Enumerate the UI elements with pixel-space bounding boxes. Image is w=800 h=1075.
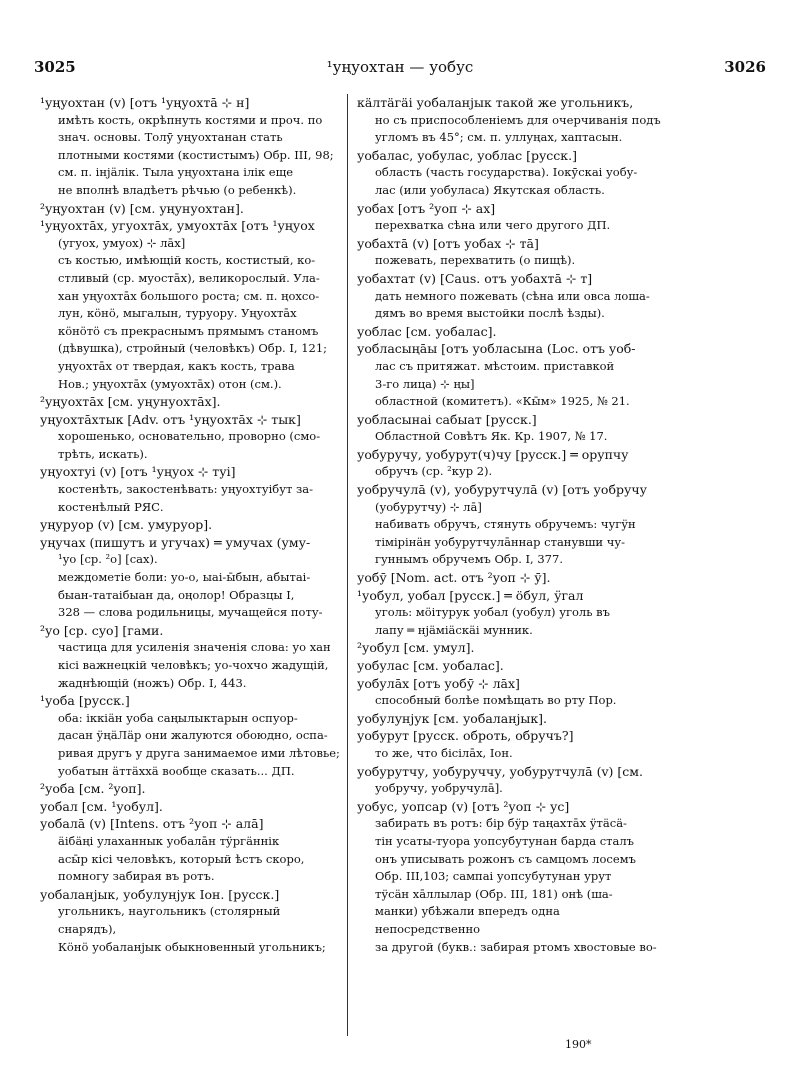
entry-definition-line: уңуохтāх от твердая, какъ кость, трава	[58, 358, 295, 373]
entry-headword-line: ¹уңуохтан (v) [отъ ¹уңуохтā ⊹ н]	[40, 95, 250, 110]
entry-headword-line: ²уобул [см. умул].	[357, 640, 475, 656]
entry-definition-line: область (часть государства). Іокӯскаі уобу-	[375, 165, 638, 180]
entry-headword-line: уңуохтуі (v) [отъ ¹уңуох ⊹ туі]	[40, 464, 236, 480]
entry-definition-line: то же, что бісілāх, Іон.	[375, 745, 513, 760]
entry-definition-line: (угуох, умуох) ⊹ лāх]	[58, 235, 186, 250]
entry-headword-line: уобурут [русск. оброть, обручъ?]	[357, 728, 574, 744]
entry-definition-line: уобручу, уобручулā].	[375, 781, 503, 796]
entry-headword-line: уобуручу, уобурут(ч)чу [русск.] ═ орупчу	[357, 446, 629, 462]
entry-headword-line: ¹уобул, уобал [русск.] ═ öбул, ӱгал	[357, 587, 584, 603]
entry-definition-line: не вполнѣ владѣетъ рѣчью (о ребенкѣ).	[58, 182, 297, 197]
entry-headword-line: уобласынаі сабыат [русск.]	[357, 411, 537, 427]
dictionary-entry	[357, 270, 663, 323]
entry-definition-line: ривая другъ у друга занимаемое ими лѣтовье;	[58, 745, 340, 760]
dictionary-entry	[357, 657, 663, 675]
entry-definition-line: тімірінäн уобурутчулāннар станувши чу-	[375, 534, 625, 549]
dictionary-entry	[40, 393, 340, 411]
entry-definition-line: быан-татаібыан да, оңолор! Образцы I,	[58, 587, 295, 602]
dictionary-entry	[40, 622, 340, 692]
column-divider	[347, 94, 348, 1036]
dictionary-entry	[40, 780, 340, 798]
entry-definition-line: 328 — слова родильницы, мучащейся поту-	[58, 605, 323, 620]
entry-definition-line: обручъ (ср. ²кур 2).	[375, 464, 493, 479]
dictionary-entry	[40, 798, 340, 816]
entry-definition-line: пожевать, перехватить (о пищѣ).	[375, 253, 576, 268]
entry-headword-line: кäлтäгäі уобаланјык такой же угольникъ,	[357, 95, 634, 110]
entry-headword-line: уобулас [см. уобалас].	[357, 658, 504, 673]
entry-definition-line: жаднѣющій (ножъ) Обр. I, 443.	[58, 675, 247, 690]
entry-definition-line: но съ приспособленіемъ для очерчиванія подъ	[375, 112, 661, 127]
entry-definition-line: (уобурутчу) ⊹ лā]	[375, 499, 482, 514]
entry-definition-line: перехватка сѣна или чего другого ДП.	[375, 218, 611, 233]
entry-definition-line: дать немного пожевать (сѣна или овса лоша-	[375, 288, 650, 303]
entry-definition-line: имѣть кость, окрѣпнуть костями и проч. по	[58, 112, 323, 127]
entry-definition-line: лас съ притяжат. мѣстоим. приставкой	[375, 358, 615, 373]
dictionary-entry	[40, 411, 340, 464]
entry-headword-line: ¹уоба [русск.]	[40, 693, 130, 709]
entry-headword-line: уобалас, уобулас, уоблас [русск.]	[357, 147, 577, 163]
entry-definition-line: гуннымъ обручемъ Обр. I, 377.	[375, 552, 563, 567]
entry-definition-line: манки) убѣжали впередъ одна непосредственно	[375, 904, 560, 936]
dictionary-entry	[357, 481, 663, 569]
page-number-right: 3026	[724, 58, 766, 76]
entry-definition-line: кöнöтö съ прекраснымъ прямымъ станомъ	[58, 323, 319, 338]
entry-headword-line: ¹уңуохтāх, угуохтāх, умуохтāх [отъ ¹уңуох	[40, 218, 315, 234]
entry-definition-line: лас (или уобуласа) Якутская область.	[375, 182, 605, 197]
entry-headword-line: уобласыңāы [отъ уобласына (Loc. отъ уоб-	[357, 341, 636, 357]
entry-definition-line: Кöнö уобаланјык обыкновенный угольникъ;	[58, 939, 326, 954]
entry-headword-line: ²уо [ср. суо] [гами.	[40, 622, 164, 638]
entry-definition-line: угломъ въ 45°; см. п. уллуңах, хаптасын.	[375, 130, 623, 145]
dictionary-entry	[357, 94, 663, 147]
entry-definition-line: междометіе боли: уо-о, ыаі-ы̄бын, абытаі-	[58, 570, 311, 585]
entry-definition-line: частица для усиленія значенія слова: уо хан	[58, 640, 331, 655]
entry-definition-line: угольникъ, наугольникъ (столярный снарядъ),	[58, 904, 281, 936]
entry-headword-line: ²уңуохтан (v) [см. уңунуохтан].	[40, 200, 244, 216]
entry-headword-line: ²уоба [см. ²уоп].	[40, 781, 146, 797]
dictionary-entry	[357, 340, 663, 410]
entry-definition-line: областной (комитетъ). «Кы̄м» 1925, № 21.	[375, 394, 630, 409]
entry-definition-line: тӱсäн хāллылар (Обр. III, 181) онѣ (ша-	[375, 886, 613, 901]
dictionary-entry	[40, 94, 340, 200]
entry-definition-line: Областной Совѣтъ Як. Кр. 1907, № 17.	[375, 429, 608, 444]
entry-definition-line: асы̄р кісі человѣкъ, который ѣстъ скоро,	[58, 851, 305, 866]
dictionary-entry	[357, 587, 663, 640]
entry-definition-line: лапу ═ нјäміäскäі мунник.	[375, 622, 533, 637]
dictionary-entry	[357, 727, 663, 762]
entry-definition-line: стливый (ср. муостāх), великорослый. Ула-	[58, 270, 320, 285]
entry-definition-line: дасан ӱңäЛäр они жалуются обоюдно, оспа-	[58, 728, 328, 743]
dictionary-entry	[40, 217, 340, 393]
entry-headword-line: уңуруор (v) [см. умуруор].	[40, 517, 213, 533]
entry-headword-line: уобулāх [отъ уобӯ ⊹ лāх]	[357, 675, 520, 691]
dictionary-entry	[40, 815, 340, 885]
running-title: ¹уңуохтан — уобус	[326, 58, 474, 76]
dictionary-entry	[357, 675, 663, 710]
dictionary-entry	[357, 147, 663, 200]
dictionary-entry	[40, 692, 340, 780]
entry-definition-line: костенѣлый РЯС.	[58, 499, 164, 514]
entry-definition-line: 3-го лица) ⊹ ңы]	[375, 376, 475, 391]
entry-definition-line: Нов.; уңуохтāх (умуохтāх) отон (см.).	[58, 376, 282, 391]
entry-headword-line: уобаланјык, уобулунјук Іон. [русск.]	[40, 886, 280, 902]
entry-headword-line: уобулунјук [см. уобаланјык].	[357, 710, 548, 726]
entry-headword-line: уобус, уопсар (v) [отъ ²уоп ⊹ ус]	[357, 798, 570, 814]
entry-definition-line: лун, кöнö, мыгалын, туруору. Уңуохтāх	[58, 306, 297, 321]
entry-definition-line: забирать въ ротъ: бір бӱр таңахтāх ӱтäсä-	[375, 816, 627, 831]
dictionary-entry	[357, 763, 663, 798]
dictionary-entry	[40, 886, 340, 956]
dictionary-entry	[357, 446, 663, 481]
entry-definition-line: ¹уо [ср. ²о] [сах).	[58, 552, 158, 567]
entry-headword-line: уобалā (v) [Intens. отъ ²уоп ⊹ алā]	[40, 816, 264, 832]
dictionary-entry	[357, 235, 663, 270]
entry-definition-line: Обр. III,103; сампаі уопсубутунан урут	[375, 869, 612, 884]
entry-definition-line: онъ уписывать рожонъ съ самцомъ лосемъ	[375, 851, 636, 866]
entry-definition-line: кісі важнецкій человѣкъ; уо-чохчо жадущій,	[58, 658, 329, 672]
entry-headword-line: уобал [см. ¹уобул].	[40, 798, 163, 814]
signature-mark: 190*	[565, 1038, 592, 1051]
dictionary-entry	[357, 411, 663, 446]
page-header	[34, 58, 766, 84]
dictionary-entry	[40, 200, 340, 218]
entry-headword-line: уобахтā (v) [отъ уобах ⊹ тā]	[357, 235, 539, 251]
entry-definition-line: костенѣть, закостенѣвать: уңуохтуібут за-	[58, 482, 314, 497]
entry-definition-line: уобатын äттäххä вообще сказать... ДП.	[58, 763, 295, 778]
entry-headword-line: уңучах (пишутъ и угучах) ═ умучах (уму-	[40, 534, 311, 550]
dictionary-entry	[357, 710, 663, 728]
dictionary-entry	[357, 200, 663, 235]
entry-headword-line: уобурутчу, уобуруччу, уобурутчулā (v) [см.	[357, 763, 643, 779]
entry-definition-line: дямъ во время выстойки послѣ ѣзды).	[375, 306, 605, 321]
entry-definition-line: трѣть, искать).	[58, 446, 148, 461]
entry-definition-line: äібäңі улаханнык уобалāн тӱргäннік	[58, 833, 280, 848]
entry-definition-line: помногу забирая въ ротъ.	[58, 869, 215, 884]
dictionary-entry	[40, 463, 340, 516]
entry-headword-line: уоблас [см. уобалас].	[357, 323, 497, 339]
entry-headword-line: уобахтат (v) [Caus. отъ уобахтā ⊹ т]	[357, 270, 593, 286]
right-column	[357, 94, 663, 956]
entry-definition-line: съ костью, имѣющій кость, костистый, ко-	[58, 253, 316, 268]
entry-headword-line: ²уңуохтāх [см. уңунуохтāх].	[40, 394, 221, 410]
page-number-left: 3025	[34, 58, 76, 76]
entry-definition-line: см. п. інјäлік. Тыла уңуохтана ілік еще	[58, 165, 294, 180]
entry-definition-line: знач. основы. Толӯ уңуохтанан стать плотными костями (костистымъ) Обр. III, 98;	[58, 130, 334, 162]
entry-definition-line: (дѣвушка), стройный (человѣкъ) Обр. I, 121;	[58, 341, 328, 356]
dictionary-entry	[40, 516, 340, 534]
entry-headword-line: уобручулā (v), уобурутчулā (v) [отъ уобручу	[357, 482, 647, 498]
entry-definition-line: тін усаты-туора уопсубутунан барда сталъ	[375, 833, 634, 848]
entry-definition-line: за другой (букв.: забирая ртомъ хвостовые во-	[375, 939, 657, 954]
dictionary-entry	[357, 798, 663, 956]
entry-headword-line: уобах [отъ ²уоп ⊹ ах]	[357, 200, 496, 216]
entry-definition-line: оба: іккіäн уоба саңылыктарын оспуор-	[58, 710, 298, 725]
entry-headword-line: уңуохтāхтык [Adv. отъ ¹уңуохтāх ⊹ тык]	[40, 411, 301, 427]
entry-definition-line: хан уңуохтāх большого роста; см. п. ңохсо-	[58, 288, 320, 303]
dictionary-entry	[357, 639, 663, 657]
entry-headword-line: уобӯ [Nom. act. отъ ²уоп ⊹ ӯ].	[357, 570, 551, 586]
entry-definition-line: способный болѣе помѣщать во рту Пор.	[375, 693, 617, 708]
entry-definition-line: набивать обручъ, стянуть обручемъ: чугӱн	[375, 517, 636, 532]
entry-definition-line: хорошенько, основательно, проворно (смо-	[58, 429, 321, 444]
dictionary-entry	[357, 323, 663, 341]
dictionary-entry	[40, 534, 340, 622]
left-column	[40, 94, 340, 956]
entry-definition-line: уголь: мöітурук уобал (уобул) уголь въ	[375, 605, 610, 620]
dictionary-entry	[357, 569, 663, 587]
